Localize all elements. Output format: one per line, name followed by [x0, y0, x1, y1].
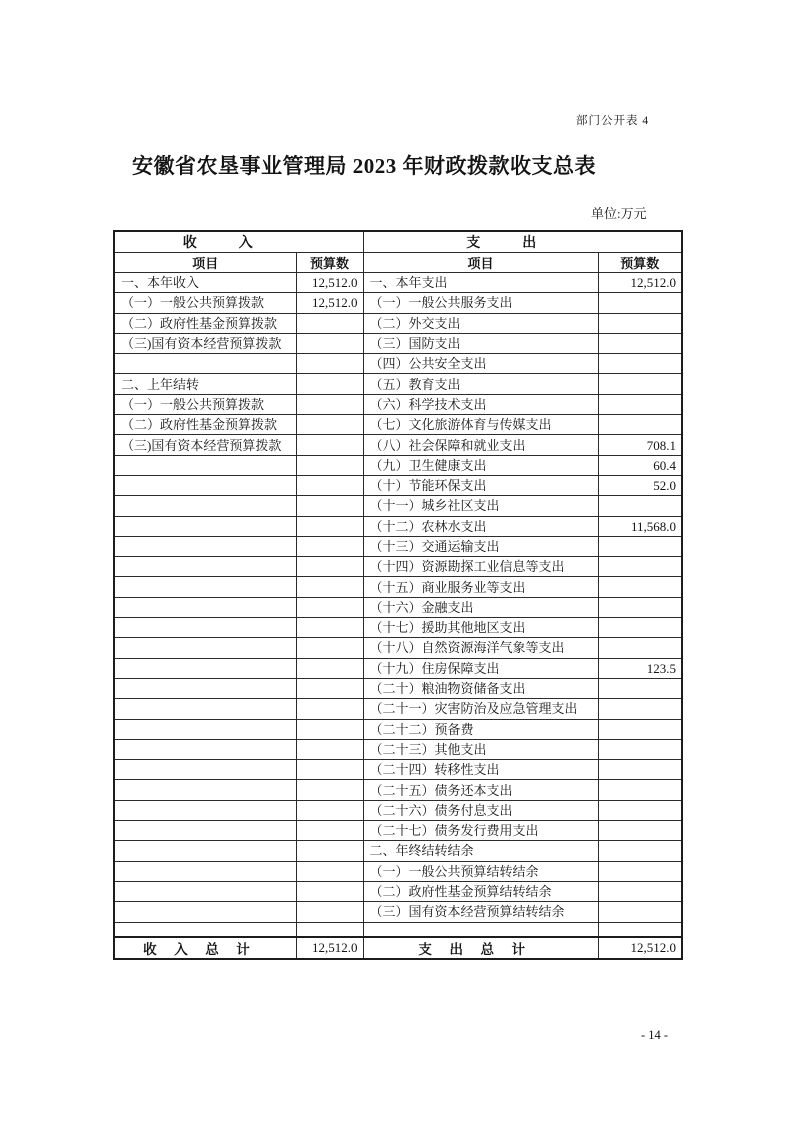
income-budget-column-header: 预算数: [296, 253, 363, 273]
table-row: [114, 800, 682, 820]
expense-item-cell: （十五）商业服务业等支出: [363, 577, 598, 597]
expense-budget-cell: [598, 821, 682, 841]
income-budget-cell: [296, 902, 363, 922]
table-row: [114, 861, 682, 881]
table-row: [114, 273, 682, 293]
table-row: [114, 313, 682, 333]
expense-item-cell: （十七）援助其他地区支出: [363, 618, 598, 638]
income-budget-cell: [296, 699, 363, 719]
expenditure-item-column-header: 项目: [363, 253, 598, 273]
section-header-row: [114, 231, 682, 253]
income-budget-cell: 12,512.0: [296, 273, 363, 293]
expense-item-cell: （十八）自然资源海洋气象等支出: [363, 638, 598, 658]
income-item-cell: [114, 780, 296, 800]
income-item-cell: （一）一般公共预算拨款: [114, 293, 296, 313]
income-budget-cell: [296, 638, 363, 658]
income-item-cell: [114, 638, 296, 658]
expenditure-section-header: [363, 231, 682, 253]
table-row: [114, 719, 682, 739]
table-row: [114, 821, 682, 841]
table-row: [114, 455, 682, 475]
table-row: [114, 536, 682, 556]
page-title: 安徽省农垦事业管理局 2023 年财政拨款收支总表: [132, 154, 596, 178]
expense-item-cell: （十四）资源勘探工业信息等支出: [363, 557, 598, 577]
expense-budget-cell: [598, 638, 682, 658]
income-item-cell: [114, 800, 296, 820]
expense-budget-cell: [598, 739, 682, 759]
table-row: [114, 374, 682, 394]
expense-budget-cell: [598, 374, 682, 394]
income-budget-cell: [296, 354, 363, 374]
expenditure-total-label: 支出总计: [363, 937, 598, 959]
income-item-cell: （三)国有资本经营预算拨款: [114, 333, 296, 353]
income-item-cell: [114, 719, 296, 739]
income-budget-cell: [296, 719, 363, 739]
income-budget-cell: [296, 333, 363, 353]
expense-budget-cell: 12,512.0: [598, 273, 682, 293]
income-budget-cell: [296, 496, 363, 516]
expense-item-cell: （一）一般公共预算结转结余: [363, 861, 598, 881]
income-budget-cell: [296, 821, 363, 841]
income-budget-cell: [296, 536, 363, 556]
expense-budget-cell: 11,568.0: [598, 516, 682, 536]
expense-item-cell: （十二）农林水支出: [363, 516, 598, 536]
income-budget-cell: [296, 516, 363, 536]
expense-item-cell: （十九）住房保障支出: [363, 658, 598, 678]
income-item-cell: [114, 881, 296, 901]
income-item-cell: [114, 516, 296, 536]
income-item-cell: [114, 699, 296, 719]
income-item-cell: [114, 922, 296, 937]
page-number: - 14 -: [641, 1028, 669, 1042]
income-item-cell: [114, 475, 296, 495]
expense-item-cell: （三）国有资本经营预算结转结余: [363, 902, 598, 922]
income-budget-cell: [296, 780, 363, 800]
expense-item-cell: （二）政府性基金预算结转结余: [363, 881, 598, 901]
table-row: [114, 658, 682, 678]
income-item-cell: [114, 496, 296, 516]
expense-budget-cell: 52.0: [598, 475, 682, 495]
expense-budget-cell: [598, 496, 682, 516]
income-budget-cell: [296, 841, 363, 861]
expense-budget-cell: [598, 333, 682, 353]
income-budget-cell: [296, 577, 363, 597]
income-total-label: 收入总计: [114, 937, 296, 959]
expense-budget-cell: [598, 800, 682, 820]
expense-item-cell: （二十七）债务发行费用支出: [363, 821, 598, 841]
income-item-cell: [114, 760, 296, 780]
income-budget-cell: [296, 597, 363, 617]
expense-budget-cell: [598, 861, 682, 881]
expense-budget-cell: 123.5: [598, 658, 682, 678]
expense-item-cell: （十三）交通运输支出: [363, 536, 598, 556]
income-budget-cell: [296, 475, 363, 495]
column-header-row: [114, 253, 682, 273]
income-item-column-header: 项目: [114, 253, 296, 273]
income-budget-cell: [296, 455, 363, 475]
expense-item-cell: （六）科学技术支出: [363, 394, 598, 414]
income-budget-cell: [296, 861, 363, 881]
expense-budget-cell: [598, 699, 682, 719]
income-item-cell: [114, 821, 296, 841]
income-budget-cell: [296, 800, 363, 820]
expense-budget-cell: [598, 902, 682, 922]
expense-budget-cell: [598, 719, 682, 739]
expense-item-cell: （二十四）转移性支出: [363, 760, 598, 780]
table-row: [114, 902, 682, 922]
income-item-cell: [114, 678, 296, 698]
expense-item-cell: 一、本年支出: [363, 273, 598, 293]
income-item-cell: （二）政府性基金预算拨款: [114, 313, 296, 333]
income-budget-cell: [296, 435, 363, 455]
income-item-cell: [114, 658, 296, 678]
income-section-header: [114, 231, 363, 253]
expense-budget-cell: [598, 536, 682, 556]
income-item-cell: [114, 577, 296, 597]
expense-item-cell: （四）公共安全支出: [363, 354, 598, 374]
unit-label: 单位:万元: [591, 206, 647, 221]
table-row: [114, 577, 682, 597]
income-budget-cell: [296, 922, 363, 937]
income-item-cell: [114, 739, 296, 759]
expense-budget-cell: [598, 313, 682, 333]
income-item-cell: [114, 841, 296, 861]
table-row: [114, 739, 682, 759]
expense-item-cell: （九）卫生健康支出: [363, 455, 598, 475]
table-row: [114, 699, 682, 719]
table-row: [114, 780, 682, 800]
table-row: [114, 618, 682, 638]
table-row: [114, 415, 682, 435]
expenditure-total-value: 12,512.0: [598, 937, 682, 959]
expense-item-cell: （七）文化旅游体育与传媒支出: [363, 415, 598, 435]
expense-item-cell: [363, 922, 598, 937]
table-row: [114, 638, 682, 658]
income-budget-cell: [296, 415, 363, 435]
table-row: [114, 516, 682, 536]
table-row: [114, 881, 682, 901]
income-item-cell: [114, 597, 296, 617]
income-budget-cell: [296, 394, 363, 414]
income-budget-cell: [296, 739, 363, 759]
budget-table: [113, 230, 683, 960]
income-item-cell: [114, 354, 296, 374]
expense-item-cell: （三）国防支出: [363, 333, 598, 353]
expense-budget-cell: [598, 577, 682, 597]
income-item-cell: [114, 455, 296, 475]
income-budget-cell: 12,512.0: [296, 293, 363, 313]
income-item-cell: [114, 536, 296, 556]
income-budget-cell: [296, 313, 363, 333]
expense-budget-cell: [598, 922, 682, 937]
expense-budget-cell: [598, 415, 682, 435]
table-row: [114, 435, 682, 455]
expense-item-cell: （二十）粮油物资储备支出: [363, 678, 598, 698]
table-row: [114, 354, 682, 374]
income-budget-cell: [296, 557, 363, 577]
totals-row: [114, 937, 682, 959]
expense-item-cell: （八）社会保障和就业支出: [363, 435, 598, 455]
income-total-value: 12,512.0: [296, 937, 363, 959]
table-body: [114, 273, 682, 937]
expenditure-section-label: 支出: [466, 234, 579, 250]
income-item-cell: [114, 861, 296, 881]
expense-item-cell: （二十一）灾害防治及应急管理支出: [363, 699, 598, 719]
expense-budget-cell: [598, 780, 682, 800]
income-item-cell: [114, 557, 296, 577]
income-section-label: 收入: [182, 234, 295, 250]
income-item-cell: （三)国有资本经营预算拨款: [114, 435, 296, 455]
expense-budget-cell: [598, 678, 682, 698]
expense-item-cell: （二十五）债务还本支出: [363, 780, 598, 800]
expense-item-cell: （五）教育支出: [363, 374, 598, 394]
income-item-cell: （一）一般公共预算拨款: [114, 394, 296, 414]
table-row: [114, 333, 682, 353]
expense-budget-cell: 60.4: [598, 455, 682, 475]
income-budget-cell: [296, 881, 363, 901]
expense-budget-cell: [598, 293, 682, 313]
income-budget-cell: [296, 658, 363, 678]
expense-item-cell: （二）外交支出: [363, 313, 598, 333]
table-row: [114, 293, 682, 313]
income-budget-cell: [296, 678, 363, 698]
expense-item-cell: （二十六）债务付息支出: [363, 800, 598, 820]
income-budget-cell: [296, 760, 363, 780]
expense-budget-cell: [598, 557, 682, 577]
expense-budget-cell: [598, 354, 682, 374]
table-row: [114, 841, 682, 861]
expense-item-cell: （十）节能环保支出: [363, 475, 598, 495]
table-row: [114, 597, 682, 617]
expense-item-cell: （十一）城乡社区支出: [363, 496, 598, 516]
expenditure-budget-column-header: 预算数: [598, 253, 682, 273]
expense-budget-cell: [598, 394, 682, 414]
income-item-cell: 二、上年结转: [114, 374, 296, 394]
income-item-cell: （二）政府性基金预算拨款: [114, 415, 296, 435]
income-item-cell: [114, 902, 296, 922]
table-row: [114, 760, 682, 780]
expense-item-cell: （二十二）预备费: [363, 719, 598, 739]
expense-budget-cell: 708.1: [598, 435, 682, 455]
income-budget-cell: [296, 618, 363, 638]
corner-label: 部门公开表 4: [576, 115, 650, 127]
expense-budget-cell: [598, 841, 682, 861]
expense-budget-cell: [598, 881, 682, 901]
income-item-cell: [114, 618, 296, 638]
expense-item-cell: （一）一般公共服务支出: [363, 293, 598, 313]
expense-budget-cell: [598, 618, 682, 638]
expense-budget-cell: [598, 597, 682, 617]
table-row: [114, 678, 682, 698]
expense-item-cell: 二、年终结转结余: [363, 841, 598, 861]
table-row: [114, 496, 682, 516]
expense-budget-cell: [598, 760, 682, 780]
table-row: [114, 394, 682, 414]
expense-item-cell: （十六）金融支出: [363, 597, 598, 617]
table-row: [114, 922, 682, 937]
expense-item-cell: （二十三）其他支出: [363, 739, 598, 759]
table-row: [114, 475, 682, 495]
table-row: [114, 557, 682, 577]
income-budget-cell: [296, 374, 363, 394]
income-item-cell: 一、本年收入: [114, 273, 296, 293]
